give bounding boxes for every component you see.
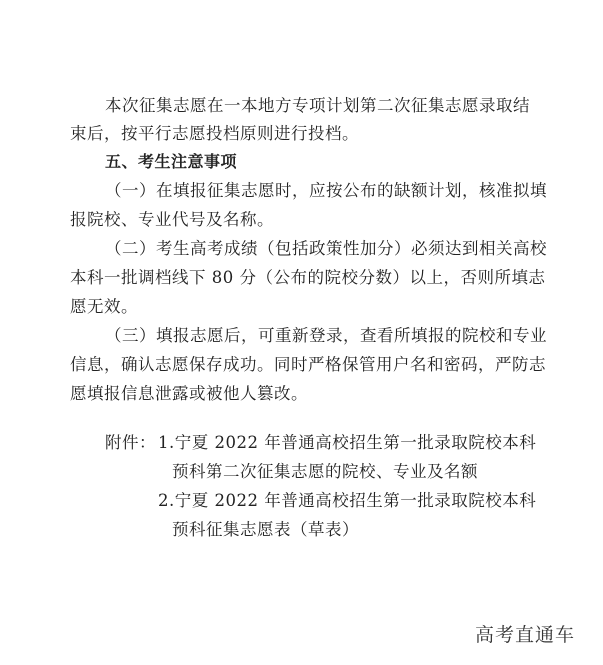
attachments-label: 附件：: [105, 433, 156, 452]
watermark: 高考直通车: [474, 624, 575, 646]
item-1-line-1: （一）在填报征集志愿时，应按公布的缺额计划，核准拟填: [105, 181, 547, 200]
paragraph-1-line-1: 本次征集志愿在一本地方专项计划第二次征集志愿录取结: [105, 96, 530, 115]
item-1-line-2: 报院校、专业代号及名称。: [70, 210, 274, 229]
attachment-1-line-2: 预科第二次征集志愿的院校、专业及名额: [172, 462, 478, 481]
item-2-line-1: （二）考生高考成绩（包括政策性加分）必须达到相关高校: [105, 239, 547, 258]
attachment-1-line-1: 1.宁夏 2022 年普通高校招生第一批录取院校本科: [158, 433, 537, 452]
section-5-heading: 五、考生注意事项: [105, 152, 238, 171]
item-3-line-1: （三）填报志愿后，可重新登录，查看所填报的院校和专业: [105, 326, 547, 345]
item-2-line-3: 愿无效。: [70, 297, 138, 316]
attachment-2-line-2: 预科征集志愿表（草表）: [172, 520, 359, 539]
item-3-line-3: 愿填报信息泄露或被他人篡改。: [70, 384, 308, 403]
item-3-line-2: 信息，确认志愿保存成功。同时严格保管用户名和密码，严防志: [70, 355, 546, 374]
attachment-2-line-1: 2.宁夏 2022 年普通高校招生第一批录取院校本科: [158, 491, 537, 510]
paragraph-1-line-2: 束后，按平行志愿投档原则进行投档。: [70, 124, 359, 143]
item-2-line-2: 本科一批调档线下 80 分（公布的院校分数）以上，否则所填志: [70, 268, 546, 287]
